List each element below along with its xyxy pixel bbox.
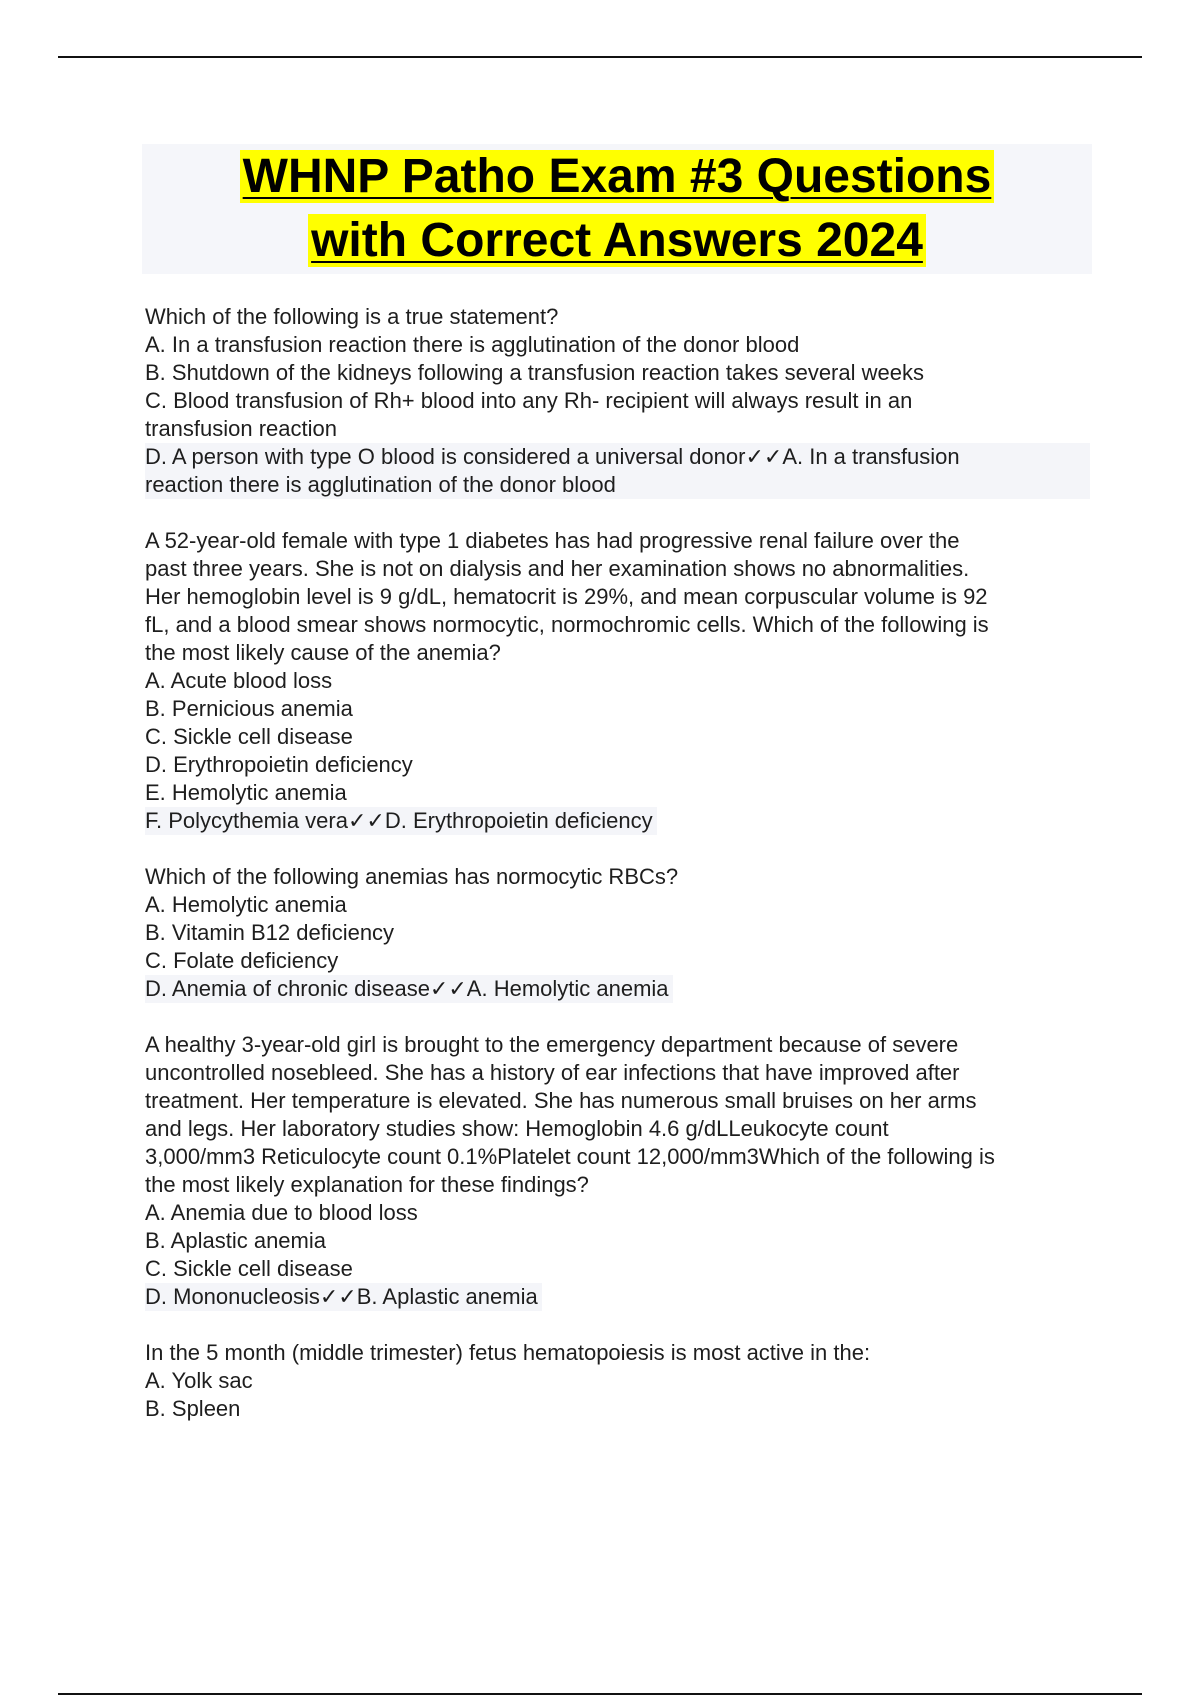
answer-option: C. Folate deficiency [145, 948, 339, 973]
answer-option: C. Sickle cell disease [145, 1256, 353, 1281]
answer-option-with-correct: D. Anemia of chronic disease✓✓A. Hemolytic anemia [145, 975, 673, 1003]
answer-option-with-correct: D. Mononucleosis✓✓B. Aplastic anemia [145, 1283, 542, 1311]
answer-option: A. Anemia due to blood loss [145, 1200, 418, 1225]
answer-option: E. Hemolytic anemia [145, 780, 347, 805]
question-stem: past three years. She is not on dialysis and her examination shows no abnormalities. [145, 556, 970, 581]
question-3 [145, 863, 1090, 1003]
answer-option: B. Pernicious anemia [145, 696, 353, 721]
question-stem: treatment. Her temperature is elevated. She has numerous small bruises on her arms [145, 1088, 977, 1113]
correct-answer-continued: reaction there is agglutination of the donor blood [145, 472, 616, 497]
question-stem: A 52-year-old female with type 1 diabetes has had progressive renal failure over the [145, 528, 960, 553]
answer-option: C. Blood transfusion of Rh+ blood into any Rh- recipient will always result in an [145, 388, 913, 413]
title-line-1: WHNP Patho Exam #3 Questions [240, 150, 995, 203]
question-4 [145, 1031, 1090, 1311]
answer-option: A. Yolk sac [145, 1368, 253, 1393]
question-stem: Which of the following anemias has normocytic RBCs? [145, 864, 679, 889]
answer-option-continued: transfusion reaction [145, 416, 337, 441]
question-2 [145, 527, 1090, 835]
question-stem: A healthy 3-year-old girl is brought to the emergency department because of severe [145, 1032, 959, 1057]
question-5 [145, 1339, 1090, 1423]
answer-option-with-correct: F. Polycythemia vera✓✓D. Erythropoietin deficiency [145, 807, 657, 835]
question-stem: and legs. Her laboratory studies show: Hemoglobin 4.6 g/dLLeukocyte count [145, 1116, 889, 1141]
questions-list [145, 303, 1090, 1451]
question-stem: the most likely cause of the anemia? [145, 640, 501, 665]
answer-option: A. Acute blood loss [145, 668, 333, 693]
question-stem: uncontrolled nosebleed. She has a history of ear infections that have improved after [145, 1060, 960, 1085]
answer-option: B. Spleen [145, 1396, 241, 1421]
answer-option: B. Vitamin B12 deficiency [145, 920, 395, 945]
footer-rule [58, 1693, 1142, 1695]
question-1 [145, 303, 1090, 499]
title-line-2: with Correct Answers 2024 [308, 214, 926, 267]
document-title [142, 145, 1092, 273]
question-stem: In the 5 month (middle trimester) fetus hematopoiesis is most active in the: [145, 1340, 871, 1365]
answer-option: D. Erythropoietin deficiency [145, 752, 413, 777]
answer-option-with-correct: D. A person with type O blood is considered a universal donor✓✓A. In a transfusion [145, 444, 960, 469]
question-stem: fL, and a blood smear shows normocytic, normochromic cells. Which of the following is [145, 612, 989, 637]
answer-option: A. In a transfusion reaction there is agglutination of the donor blood [145, 332, 800, 357]
correct-answer-block [145, 443, 1090, 499]
answer-option: C. Sickle cell disease [145, 724, 353, 749]
answer-option: B. Shutdown of the kidneys following a transfusion reaction takes several weeks [145, 360, 924, 385]
answer-option: B. Aplastic anemia [145, 1228, 326, 1253]
answer-option: A. Hemolytic anemia [145, 892, 347, 917]
question-stem: 3,000/mm3 Reticulocyte count 0.1%Platelet count 12,000/mm3Which of the following is [145, 1144, 995, 1169]
header-rule [58, 56, 1142, 58]
question-stem: Which of the following is a true statement? [145, 304, 559, 329]
question-stem: the most likely explanation for these findings? [145, 1172, 589, 1197]
question-stem: Her hemoglobin level is 9 g/dL, hematocrit is 29%, and mean corpuscular volume is 92 [145, 584, 988, 609]
